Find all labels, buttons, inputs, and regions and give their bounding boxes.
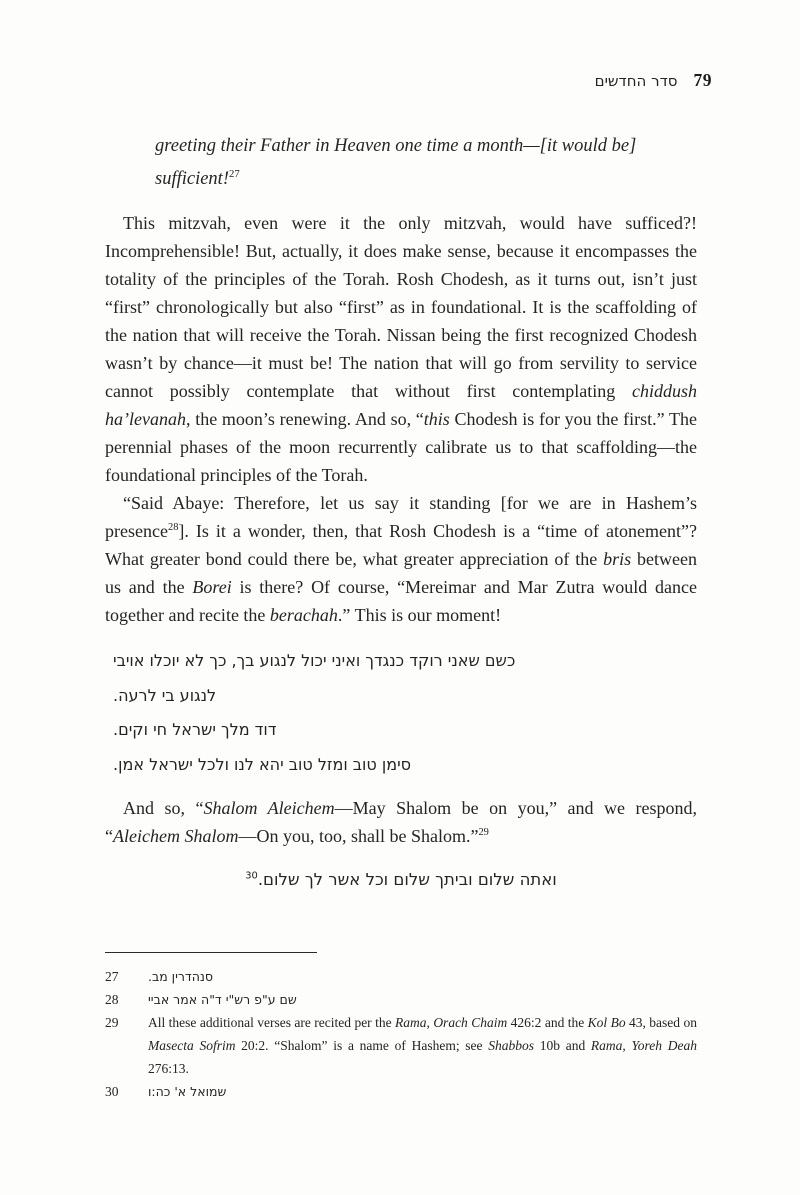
section-title-hebrew: סדר החדשים [594,72,678,90]
hebrew-quote-line: דוד מלך ישראל חי וקים. [113,720,277,739]
hebrew-verse-centered [105,865,697,895]
footnote-number: 27 [105,969,119,984]
hebrew-quote-line: לנגוע בי לרעה. [113,685,217,705]
footnote-number: 30 [105,1084,119,1099]
footnote-separator [105,952,317,953]
footnote-text: All these additional verses are recited per the Rama, Orach Chaim 426:2 and the Kol Bo 43, based on Masecta Sofrim 20:2. “Shalom” is a name of Hashem; see Shabbos 10b and Rama, Yoreh Deah 276:13. [148,1015,697,1076]
hebrew-quote-block [113,644,697,782]
footnote-number: 28 [105,992,119,1007]
footnote-30 [105,1080,697,1103]
hebrew-verse-text: ואתה שלום וביתך שלום וכל אשר לך שלום. [257,870,557,889]
footnote-marker-30: 30 [245,870,258,882]
footnote-section [105,952,697,1103]
text-column [105,130,697,895]
body-paragraph-shalom: And so, “Shalom Aleichem—May Shalom be on you,” and we respond, “Aleichem Shalom—On you, too, shall be Shalom.”$^{29}$ [105,798,697,846]
page-number: 79 [693,70,712,90]
running-head [595,70,712,91]
footnote-29 [105,1011,697,1080]
footnote-text: שמואל א' כה:ו [148,1084,227,1099]
footnote-28 [105,988,697,1011]
hebrew-quote-line: סימן טוב ומזל טוב יהא לנו ולכל ישראל אמן. [113,754,412,774]
body-paragraph-1: This mitzvah, even were it the only mitzvah, would have sufficed?! Incomprehensible! But, actually, it does make sense, because it encompasses the totality of the principles of the Torah. Rosh Chodesh, as it turns out, isn’t just “first” chronologically but also “first” as in foundational. It is the scaffolding of the nation that will receive the Torah. Nissan being the first recognized Chodesh wasn’t by chance—it must be! The nation that will go from servility to service cannot possibly contemplate that without first contemplating chiddush ha’levanah, the moon’s renewing. And so, “this Chodesh is for you the first.” The perennial phases of the moon recurrently calibrate us to that scaffolding—the foundational principles of the Torah. [105,213,697,485]
footnote-27 [105,965,697,988]
hebrew-quote-line: כשם שאני רוקד כנגדך ואיני יכול לנגוע בך, כך לא יוכלו אויבי [113,651,516,670]
footnote-text: שם ע"פ רש"י ד"ה אמר אביי [148,992,297,1007]
footnote-number: 29 [105,1015,119,1030]
body-paragraph-2: “Said Abaye: Therefore, let us say it standing [for we are in Hashem’s presence$^{28}$]. Is it a wonder, then, that Rosh Chodesh is a “time of atonement”? What greater bond could there be, what greater appreciation of the bris between us and the Borei is there? Of course, “Mereimar and Mar Zutra would dance together and recite the berachah.” This is our moment! [105,493,698,625]
footnote-text: סנהדרין מב. [148,969,214,984]
block-quote-italic: greeting their Father in Heaven one time a month—[it would be] sufficient!$^{27}$ [155,136,637,189]
